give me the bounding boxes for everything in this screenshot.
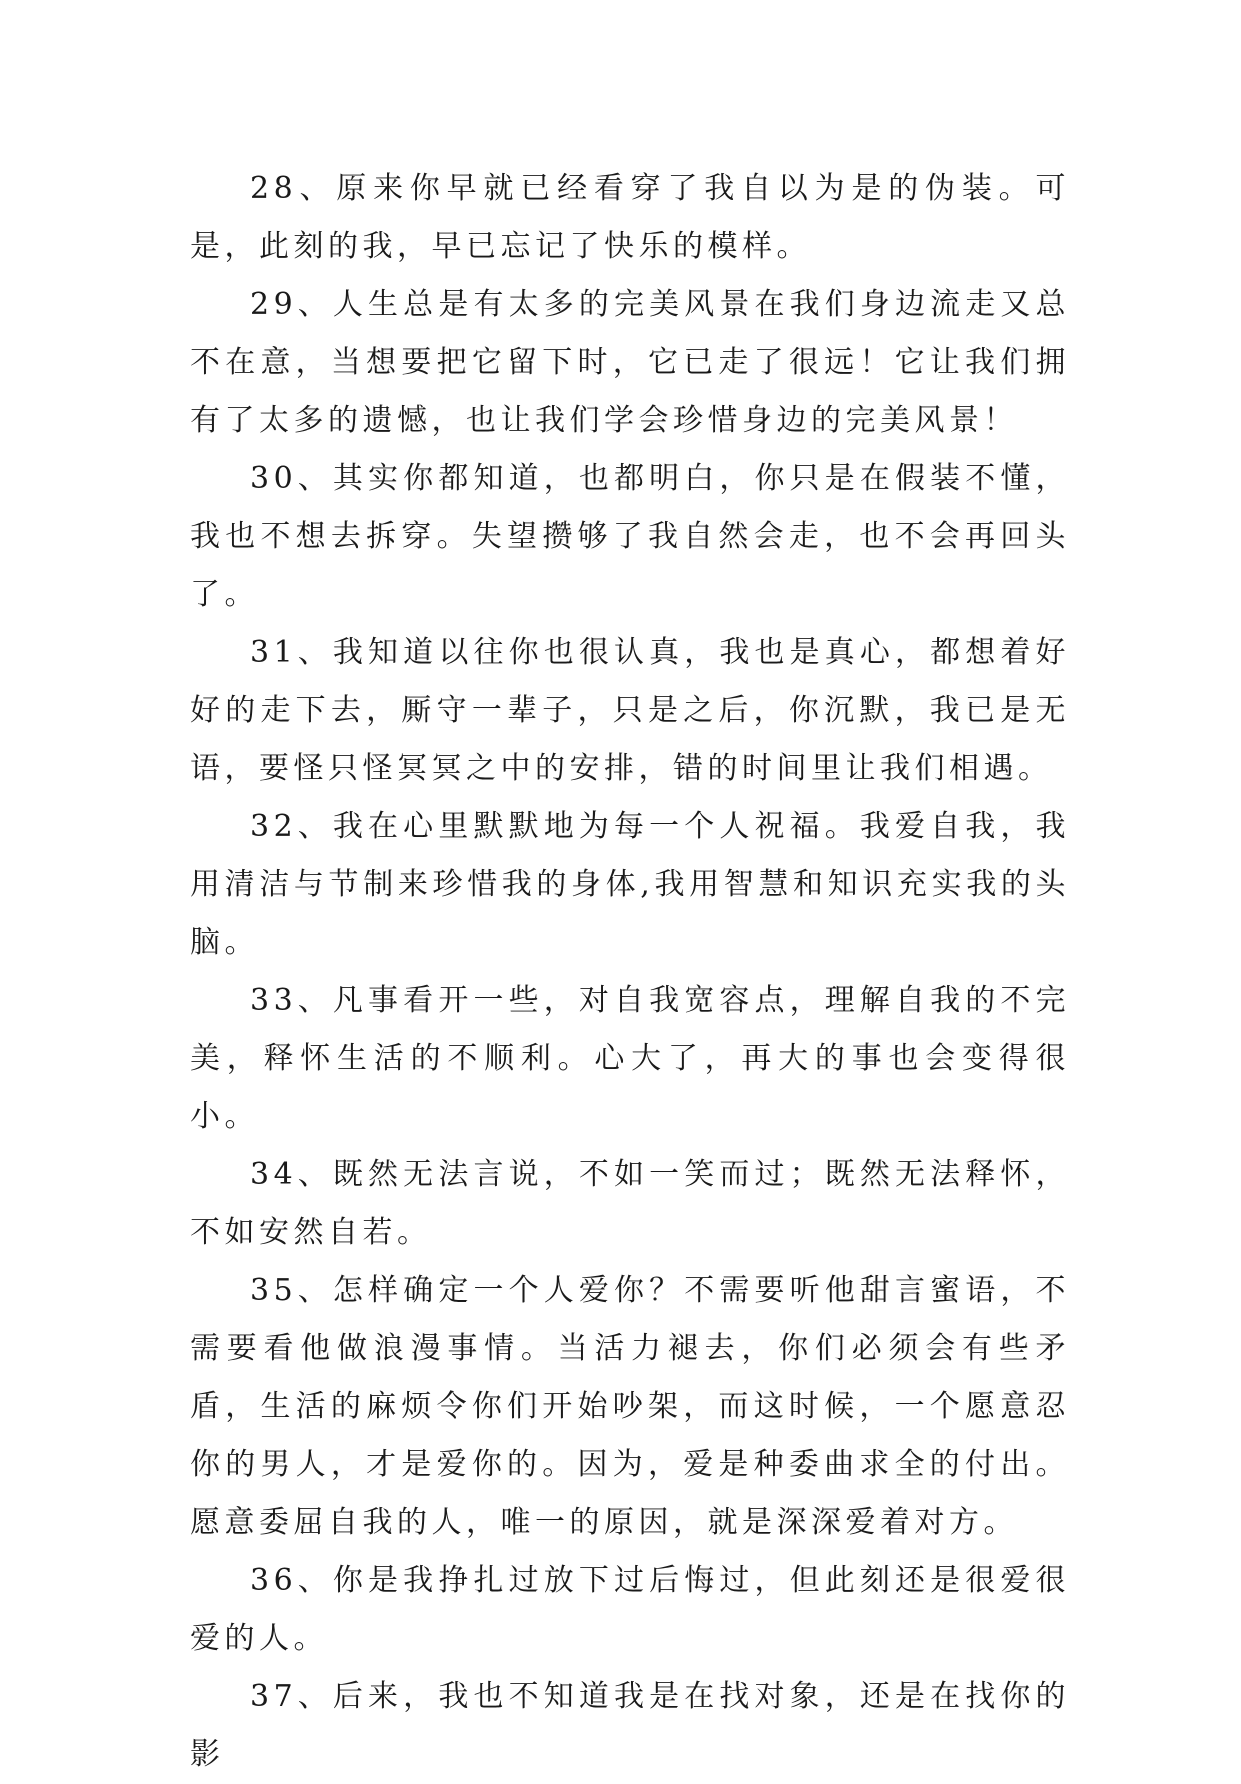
- paragraph-36: 36、你是我挣扎过放下过后悔过，但此刻还是很爱很爱的人。: [190, 1563, 1070, 1656]
- paragraph-37: 37、后来，我也不知道我是在找对象，还是在找你的影: [190, 1679, 1070, 1772]
- paragraph-30: 30、其实你都知道，也都明白，你只是在假装不懂，我也不想去拆穿。失望攒够了我自然会走，也不会再回头了。: [190, 461, 1070, 612]
- paragraph-32: 32、我在心里默默地为每一个人祝福。我爱自我，我用清洁与节制来珍惜我的身体,我用智慧和知识充实我的头脑。: [190, 809, 1070, 960]
- paragraph-31: 31、我知道以往你也很认真，我也是真心，都想着好好的走下去，厮守一辈子，只是之后，你沉默，我已是无语，要怪只怪冥冥之中的安排，错的时间里让我们相遇。: [190, 635, 1070, 786]
- paragraph-34: 34、既然无法言说，不如一笑而过；既然无法释怀，不如安然自若。: [190, 1157, 1070, 1250]
- document-body: [190, 160, 1070, 1784]
- paragraph-28: 28、原来你早就已经看穿了我自以为是的伪装。可是，此刻的我，早已忘记了快乐的模样。: [190, 171, 1070, 264]
- paragraph-35: 35、怎样确定一个人爱你？不需要听他甜言蜜语，不需要看他做浪漫事情。当活力褪去，你们必须会有些矛盾，生活的麻烦令你们开始吵架，而这时候，一个愿意忍你的男人，才是爱你的。因为，爱是种委曲求全的付出。愿意委屈自我的人，唯一的原因，就是深深爱着对方。: [190, 1273, 1070, 1540]
- paragraph-29: 29、人生总是有太多的完美风景在我们身边流走又总不在意，当想要把它留下时，它已走了很远！它让我们拥有了太多的遗憾，也让我们学会珍惜身边的完美风景！: [190, 287, 1070, 438]
- paragraph-33: 33、凡事看开一些，对自我宽容点，理解自我的不完美，释怀生活的不顺利。心大了，再大的事也会变得很小。: [190, 983, 1070, 1134]
